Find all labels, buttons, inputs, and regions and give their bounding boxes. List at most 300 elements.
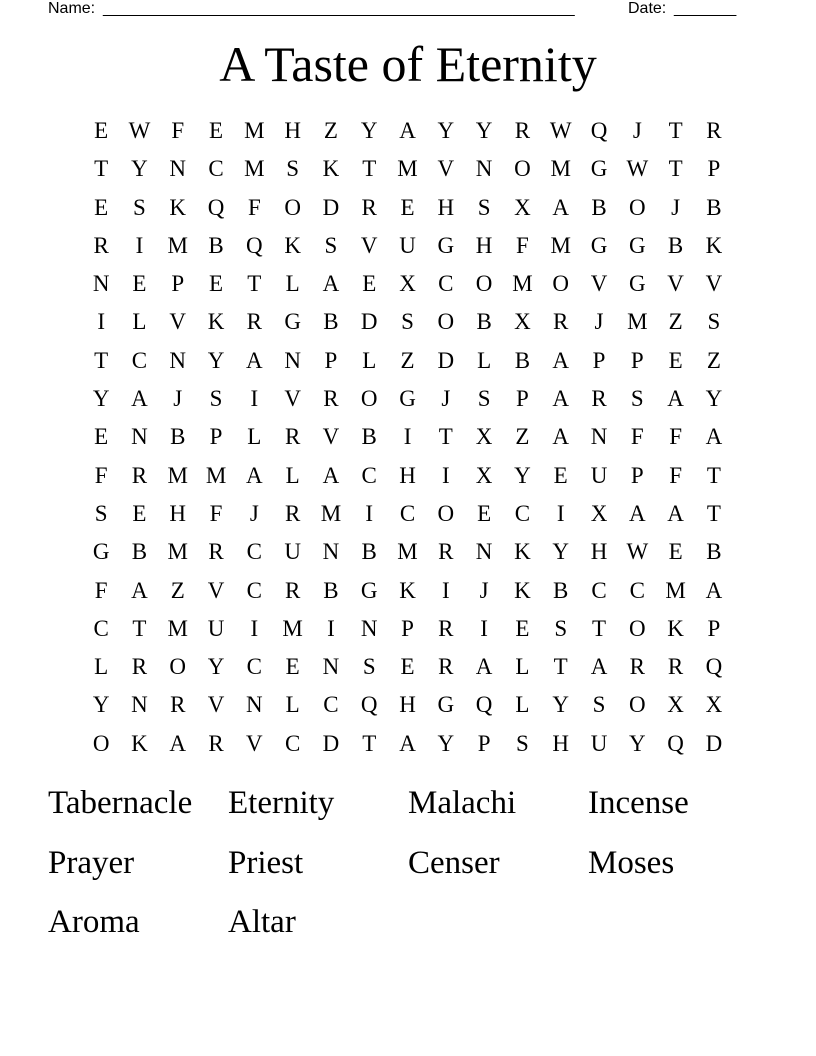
grid-letter[interactable]: D (322, 194, 340, 220)
grid-letter[interactable]: T (591, 615, 607, 641)
grid-letter[interactable]: N (131, 692, 148, 718)
grid-letter[interactable]: J (671, 194, 681, 220)
grid-letter[interactable]: Y (628, 730, 646, 756)
grid-letter[interactable]: K (207, 309, 225, 335)
grid-letter[interactable]: C (629, 577, 645, 603)
grid-letter[interactable]: T (706, 500, 721, 526)
grid-letter[interactable]: K (322, 156, 340, 182)
grid-letter[interactable]: E (209, 271, 224, 297)
grid-letter[interactable]: K (514, 577, 531, 603)
grid-letter[interactable]: A (552, 347, 570, 373)
grid-letter[interactable]: B (553, 577, 569, 603)
grid-letter[interactable]: D (437, 347, 455, 373)
grid-letter[interactable]: Y (131, 156, 148, 182)
grid-letter[interactable]: B (131, 539, 148, 565)
grid-letter[interactable]: B (323, 577, 339, 603)
grid-letter[interactable]: C (361, 462, 377, 488)
grid-letter[interactable]: T (132, 615, 147, 641)
grid-letter[interactable]: V (207, 577, 225, 603)
date-field[interactable]: _______ (674, 0, 737, 17)
grid-letter[interactable]: O (552, 271, 570, 297)
grid-letter[interactable]: O (92, 730, 110, 756)
grid-letter[interactable]: A (169, 730, 187, 756)
grid-letter[interactable]: T (668, 118, 683, 143)
grid-letter[interactable]: E (209, 118, 224, 143)
grid-letter[interactable]: V (590, 271, 608, 297)
grid-letter[interactable]: G (628, 232, 646, 258)
grid-letter[interactable]: C (131, 347, 148, 373)
grid-letter[interactable]: O (628, 194, 646, 220)
grid-letter[interactable]: X (514, 194, 531, 220)
grid-letter[interactable]: S (209, 386, 223, 412)
grid-letter[interactable]: G (590, 232, 608, 258)
grid-letter[interactable]: S (362, 654, 376, 680)
grid-letter[interactable]: M (244, 156, 265, 182)
grid-letter[interactable]: F (94, 462, 108, 488)
grid-letter[interactable]: M (512, 271, 533, 297)
grid-letter[interactable]: R (284, 500, 301, 526)
grid-letter[interactable]: L (285, 271, 300, 297)
grid-letter[interactable]: G (284, 309, 301, 335)
grid-letter[interactable]: A (667, 386, 684, 412)
grid-letter[interactable]: I (403, 424, 412, 450)
grid-letter[interactable]: S (477, 194, 491, 220)
word-list-item: Moses (588, 844, 675, 881)
grid-letter[interactable]: Z (323, 118, 338, 143)
grid-letter[interactable]: I (250, 386, 259, 412)
grid-letter[interactable]: A (552, 386, 570, 412)
grid-letter[interactable]: T (94, 347, 109, 373)
grid-letter[interactable]: M (244, 118, 265, 143)
grid-letter[interactable]: R (438, 654, 454, 680)
grid-letter[interactable]: J (441, 386, 451, 412)
grid-letter[interactable]: B (170, 424, 186, 450)
grid-letter[interactable]: E (94, 424, 109, 450)
grid-letter[interactable]: G (628, 271, 646, 297)
grid-letter[interactable]: F (171, 118, 185, 143)
grid-letter[interactable]: N (169, 347, 187, 373)
grid-letter[interactable]: R (438, 539, 454, 565)
grid-letter[interactable]: E (132, 271, 147, 297)
grid-letter[interactable]: M (205, 462, 227, 488)
grid-letter[interactable]: O (284, 194, 301, 220)
grid-letter[interactable]: I (441, 577, 450, 603)
grid-letter[interactable]: F (669, 462, 682, 488)
grid-letter[interactable]: R (438, 615, 454, 641)
grid-letter[interactable]: S (401, 309, 414, 335)
grid-letter[interactable]: R (553, 309, 569, 335)
grid-letter[interactable]: R (208, 539, 224, 565)
word-list-item: Altar (228, 904, 296, 940)
grid-letter[interactable]: P (707, 156, 721, 182)
grid-letter[interactable]: T (668, 156, 683, 182)
grid-letter[interactable]: M (397, 539, 418, 565)
grid-letter[interactable]: R (514, 118, 531, 143)
grid-letter[interactable]: I (441, 462, 450, 488)
grid-letter[interactable]: X (705, 692, 723, 718)
grid-letter[interactable]: N (322, 539, 340, 565)
grid-letter[interactable]: E (477, 500, 492, 526)
grid-letter[interactable]: E (553, 462, 568, 488)
grid-letter[interactable]: R (361, 194, 377, 220)
grid-letter[interactable]: R (629, 654, 645, 680)
grid-letter[interactable]: C (438, 271, 454, 297)
grid-letter[interactable]: P (171, 271, 185, 297)
grid-letter[interactable]: U (284, 539, 301, 565)
grid-letter[interactable]: R (706, 118, 722, 143)
grid-letter[interactable]: C (208, 156, 224, 182)
grid-letter[interactable]: M (167, 539, 188, 565)
grid-letter[interactable]: Q (360, 692, 378, 718)
grid-letter[interactable]: U (399, 232, 416, 258)
grid-letter[interactable]: B (706, 539, 722, 565)
grid-letter[interactable]: B (361, 539, 377, 565)
grid-letter[interactable]: R (591, 386, 607, 412)
grid-letter[interactable]: N (360, 615, 378, 641)
grid-letter[interactable]: Y (92, 692, 110, 718)
grid-letter[interactable]: A (705, 577, 723, 603)
grid-letter[interactable]: Q (475, 692, 493, 718)
grid-letter[interactable]: H (169, 500, 187, 526)
grid-letter[interactable]: I (250, 615, 259, 641)
grid-letter[interactable]: F (669, 424, 682, 450)
grid-letter[interactable]: Y (92, 386, 110, 412)
grid-letter[interactable]: S (94, 500, 108, 526)
grid-letter[interactable]: Z (515, 424, 530, 450)
grid-letter[interactable]: Z (706, 347, 721, 373)
grid-letter[interactable]: B (361, 424, 377, 450)
grid-letter[interactable]: N (284, 347, 301, 373)
grid-letter[interactable]: E (668, 347, 683, 373)
grid-letter[interactable]: V (667, 271, 684, 297)
grid-letter[interactable]: A (399, 730, 416, 756)
grid-letter[interactable]: P (324, 347, 338, 373)
grid-letter[interactable]: M (550, 156, 571, 182)
grid-letter[interactable]: B (706, 194, 722, 220)
grid-letter[interactable]: E (400, 654, 415, 680)
grid-letter[interactable]: R (93, 232, 109, 258)
grid-letter[interactable]: K (169, 194, 187, 220)
grid-letter[interactable]: Y (437, 730, 455, 756)
grid-letter[interactable]: N (246, 692, 263, 718)
grid-letter[interactable]: L (285, 692, 300, 718)
grid-letter[interactable]: L (515, 692, 530, 718)
grid-letter[interactable]: N (590, 424, 608, 450)
grid-letter[interactable]: R (284, 577, 301, 603)
grid-letter[interactable]: Y (552, 539, 570, 565)
grid-letter[interactable]: V (207, 692, 225, 718)
grid-letter[interactable]: R (170, 692, 186, 718)
grid-letter[interactable]: T (438, 424, 453, 450)
grid-letter[interactable]: I (327, 615, 335, 641)
grid-letter[interactable]: V (360, 232, 378, 258)
grid-letter[interactable]: I (365, 500, 374, 526)
grid-letter[interactable]: Y (360, 118, 378, 143)
grid-letter[interactable]: R (284, 424, 301, 450)
grid-letter[interactable]: W (626, 539, 649, 565)
grid-letter[interactable]: V (169, 309, 187, 335)
grid-letter[interactable]: N (322, 654, 340, 680)
grid-letter[interactable]: N (475, 156, 493, 182)
grid-letter[interactable]: K (705, 232, 723, 258)
grid-letter[interactable]: J (173, 386, 183, 412)
grid-letter[interactable]: K (514, 539, 531, 565)
grid-letter[interactable]: P (477, 730, 491, 756)
grid-letter[interactable]: W (549, 118, 572, 143)
grid-letter[interactable]: T (362, 730, 377, 756)
grid-letter[interactable]: Q (246, 232, 263, 258)
grid-letter[interactable]: S (286, 156, 300, 182)
grid-letter[interactable]: A (552, 424, 570, 450)
grid-letter[interactable]: R (246, 309, 262, 335)
grid-letter[interactable]: Y (552, 692, 570, 718)
grid-letter[interactable]: C (323, 692, 339, 718)
grid-letter[interactable]: Q (705, 654, 723, 680)
grid-letter[interactable]: S (630, 386, 644, 412)
grid-letter[interactable]: L (362, 347, 377, 373)
grid-letter[interactable]: T (94, 156, 109, 182)
grid-letter[interactable]: F (630, 424, 644, 450)
grid-letter[interactable]: X (475, 462, 493, 488)
grid-letter[interactable]: I (480, 615, 488, 641)
grid-letter[interactable]: R (131, 462, 148, 488)
grid-letter[interactable]: D (705, 730, 723, 756)
grid-letter[interactable]: X (399, 271, 416, 297)
grid-letter[interactable]: B (323, 309, 339, 335)
grid-letter[interactable]: J (632, 118, 642, 143)
word-list-item: Tabernacle (48, 785, 193, 821)
grid-letter[interactable]: W (128, 118, 151, 143)
grid-letter[interactable]: D (322, 730, 340, 756)
grid-letter[interactable]: F (516, 232, 529, 258)
grid-letter[interactable]: Q (207, 194, 225, 220)
grid-letter[interactable]: H (284, 118, 301, 143)
grid-letter[interactable]: K (284, 232, 301, 258)
grid-letter[interactable]: K (667, 615, 684, 641)
grid-letter[interactable]: A (552, 194, 570, 220)
grid-letter[interactable]: E (94, 194, 109, 220)
grid-letter[interactable]: Q (590, 118, 608, 143)
grid-letter[interactable]: A (475, 654, 493, 680)
grid-letter[interactable]: S (554, 615, 568, 641)
grid-row (82, 648, 733, 686)
grid-letter[interactable]: C (246, 539, 262, 565)
grid-letter[interactable]: R (208, 730, 224, 756)
grid-letter[interactable]: V (284, 386, 301, 412)
grid-letter[interactable]: A (590, 654, 608, 680)
grid-letter[interactable]: C (246, 577, 262, 603)
grid-letter[interactable]: P (707, 615, 721, 641)
grid-letter[interactable]: X (475, 424, 493, 450)
grid-letter[interactable]: D (360, 309, 378, 335)
grid-letter[interactable]: S (477, 386, 491, 412)
grid-letter[interactable]: O (360, 386, 378, 412)
grid-letter[interactable]: G (590, 156, 608, 182)
grid-letter[interactable]: P (592, 347, 606, 373)
grid-letter[interactable]: G (92, 539, 110, 565)
grid-letter[interactable]: Q (667, 730, 684, 756)
grid-letter[interactable]: E (668, 539, 683, 565)
name-field[interactable]: _____________________________________________________ (103, 0, 575, 17)
grid-letter[interactable]: Y (207, 654, 225, 680)
grid-row (82, 303, 733, 341)
grid-letter[interactable]: N (131, 424, 148, 450)
grid-letter[interactable]: M (282, 615, 303, 641)
grid-letter[interactable]: M (397, 156, 418, 182)
grid-letter[interactable]: U (590, 730, 608, 756)
grid-letter[interactable]: Y (207, 347, 225, 373)
grid-letter[interactable]: E (132, 500, 147, 526)
grid-letter[interactable]: R (131, 654, 148, 680)
grid-letter[interactable]: C (514, 500, 531, 526)
grid-letter[interactable]: Z (170, 577, 185, 603)
grid-letter[interactable]: A (628, 500, 646, 526)
grid-letter[interactable]: P (516, 386, 529, 412)
grid-letter[interactable]: G (437, 692, 455, 718)
grid-letter[interactable]: T (247, 271, 262, 297)
grid-letter[interactable]: U (207, 615, 225, 641)
grid-letter[interactable]: A (399, 118, 416, 143)
grid-letter[interactable]: Z (668, 309, 683, 335)
grid-letter[interactable]: E (285, 654, 300, 680)
grid-letter[interactable]: N (92, 271, 110, 297)
grid-letter[interactable]: Y (705, 386, 723, 412)
grid-letter[interactable]: T (553, 654, 568, 680)
grid-letter[interactable]: C (246, 654, 262, 680)
grid-letter[interactable]: J (479, 577, 489, 603)
grid-letter[interactable]: S (707, 309, 721, 335)
grid-letter[interactable]: S (592, 692, 606, 718)
grid-letter[interactable]: H (475, 232, 493, 258)
grid-row (82, 533, 733, 571)
grid-letter[interactable]: V (246, 730, 263, 756)
word-list-item: Censer (408, 844, 500, 881)
grid-letter[interactable]: L (285, 462, 300, 488)
grid-letter[interactable]: G (360, 577, 378, 603)
grid-letter[interactable]: P (630, 462, 644, 488)
grid-row (82, 457, 733, 495)
grid-letter[interactable]: M (550, 232, 571, 258)
grid-letter[interactable]: O (169, 654, 187, 680)
grid-letter[interactable]: A (322, 271, 340, 297)
grid-letter[interactable]: O (514, 156, 531, 182)
grid-letter[interactable]: V (437, 156, 455, 182)
grid-letter[interactable]: Y (514, 462, 531, 488)
grid-letter[interactable]: A (246, 462, 263, 488)
grid-letter[interactable]: M (167, 232, 188, 258)
grid-letter[interactable]: T (706, 462, 721, 488)
grid-letter[interactable]: U (590, 462, 608, 488)
grid-letter[interactable]: B (667, 232, 684, 258)
grid-letter[interactable]: L (515, 654, 530, 680)
grid-letter[interactable]: P (630, 347, 644, 373)
grid-letter[interactable]: O (628, 692, 646, 718)
grid-letter[interactable]: E (515, 615, 530, 641)
grid-letter[interactable]: I (135, 232, 144, 258)
grid-letter[interactable]: M (665, 577, 686, 603)
grid-letter[interactable]: P (401, 615, 414, 641)
grid-letter[interactable]: X (667, 692, 684, 718)
grid-letter[interactable]: O (628, 615, 646, 641)
grid-letter[interactable]: F (247, 194, 261, 220)
grid-letter[interactable]: H (399, 462, 416, 488)
grid-letter[interactable]: H (552, 730, 570, 756)
grid-letter[interactable]: W (626, 156, 649, 182)
grid-letter[interactable]: C (399, 500, 416, 526)
grid-letter[interactable]: J (594, 309, 604, 335)
grid-letter[interactable]: H (590, 539, 608, 565)
grid-letter[interactable]: N (475, 539, 493, 565)
grid-letter[interactable]: F (209, 500, 223, 526)
grid-letter[interactable]: M (167, 462, 188, 488)
grid-letter[interactable]: I (97, 309, 105, 335)
grid-letter[interactable]: P (209, 424, 223, 450)
grid-letter[interactable]: O (437, 500, 455, 526)
grid-letter[interactable]: S (133, 194, 146, 220)
grid-letter[interactable]: E (94, 118, 109, 143)
grid-letter[interactable]: Y (475, 118, 493, 143)
grid-letter[interactable]: F (94, 577, 108, 603)
grid-letter[interactable]: I (556, 500, 565, 526)
grid-letter[interactable]: G (437, 232, 455, 258)
grid-letter[interactable]: H (437, 194, 455, 220)
grid-letter[interactable]: K (399, 577, 416, 603)
grid-letter[interactable]: S (516, 730, 529, 756)
grid-letter[interactable]: C (284, 730, 301, 756)
grid-letter[interactable]: M (627, 309, 648, 335)
grid-letter[interactable]: A (246, 347, 263, 373)
grid-letter[interactable]: M (167, 615, 188, 641)
grid-letter[interactable]: Z (400, 347, 415, 373)
grid-letter[interactable]: C (93, 615, 109, 641)
grid-letter[interactable]: Y (437, 118, 455, 143)
grid-letter[interactable]: B (514, 347, 531, 373)
grid-letter[interactable]: X (590, 500, 608, 526)
grid-letter[interactable]: N (169, 156, 187, 182)
grid-letter[interactable]: E (362, 271, 377, 297)
grid-letter[interactable]: V (705, 271, 723, 297)
grid-letter[interactable]: R (667, 654, 684, 680)
grid-letter[interactable]: R (323, 386, 339, 412)
grid-letter[interactable]: L (94, 654, 109, 680)
grid-letter[interactable]: K (131, 730, 148, 756)
grid-letter[interactable]: B (208, 232, 224, 258)
grid-letter[interactable]: M (320, 500, 342, 526)
grid-letter[interactable]: V (322, 424, 340, 450)
word-list-item: Malachi (408, 785, 517, 821)
grid-letter[interactable]: J (249, 500, 259, 526)
grid-letter[interactable]: A (667, 500, 684, 526)
grid-letter[interactable]: B (591, 194, 607, 220)
grid-letter[interactable]: B (476, 309, 492, 335)
grid-letter[interactable]: L (247, 424, 262, 450)
grid-letter[interactable]: O (475, 271, 493, 297)
grid-letter[interactable]: E (400, 194, 415, 220)
grid-letter[interactable]: A (131, 577, 148, 603)
grid-letter[interactable]: G (399, 386, 416, 412)
grid-letter[interactable]: T (362, 156, 377, 182)
grid-letter[interactable]: X (514, 309, 531, 335)
grid-letter[interactable]: L (477, 347, 492, 373)
grid-letter[interactable]: L (132, 309, 147, 335)
grid-letter[interactable]: C (591, 577, 607, 603)
grid-letter[interactable]: A (322, 462, 340, 488)
grid-letter[interactable]: O (437, 309, 455, 335)
grid-letter[interactable]: A (131, 386, 148, 412)
grid-letter[interactable]: A (705, 424, 723, 450)
grid-letter[interactable]: H (399, 692, 416, 718)
grid-letter[interactable]: S (324, 232, 338, 258)
